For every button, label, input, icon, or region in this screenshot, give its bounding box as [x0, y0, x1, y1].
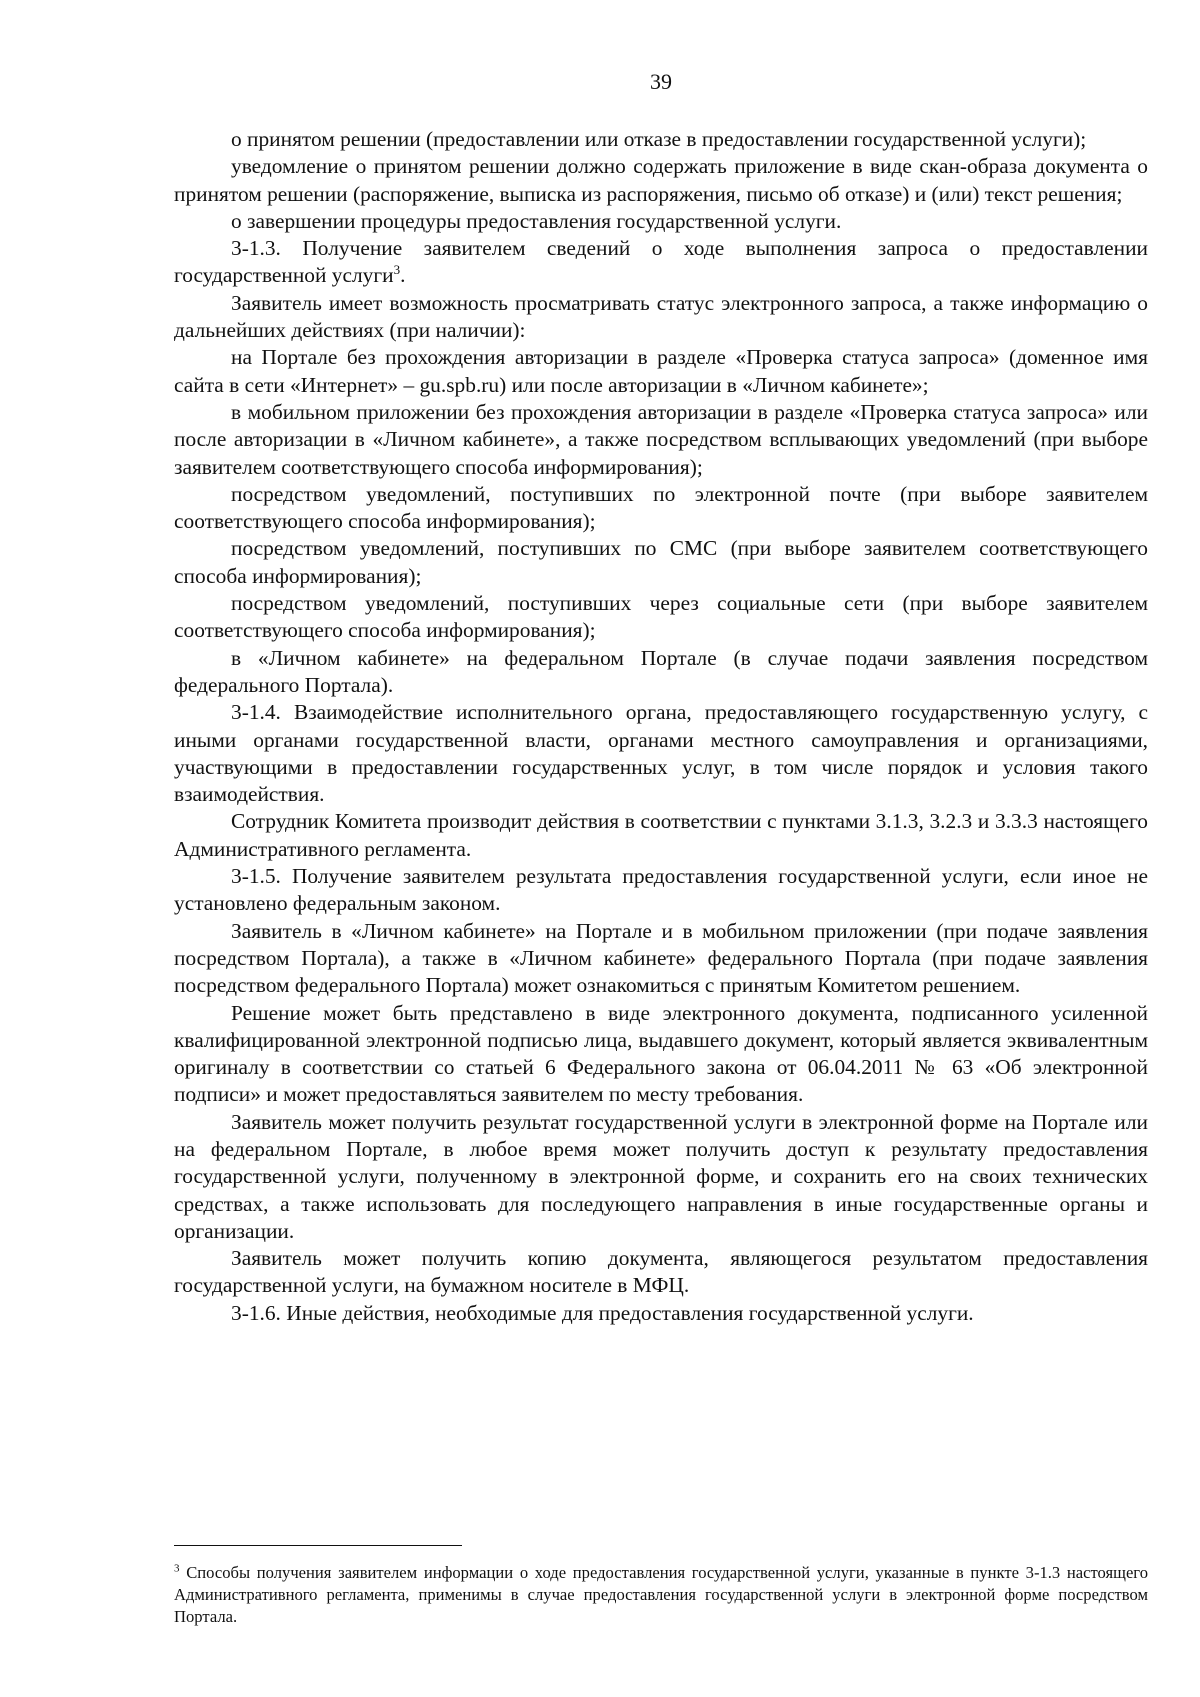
paragraph: Заявитель может получить копию документа, являющегося результатом предоставления государственной услуги, на бумажном носителе в МФЦ.: [174, 1246, 1148, 1298]
section-3-1-6-paragraph: 3-1.6. Иные действия, необходимые для предоставления государственной услуги.: [231, 1300, 974, 1325]
footnote: [174, 1562, 1148, 1628]
paragraph: посредством уведомлений, поступивших по СМС (при выборе заявителем соответствующего способа информирования);: [174, 536, 1148, 588]
paragraph: Решение может быть представлено в виде электронного документа, подписанного усиленной квалифицированной электронной подписью лица, выдавшего документ, который является эквивалентным оригиналу в соответствии со статьей 6 Федерального закона от 06.04.2011 № 63 «Об электронной подписи» и может предоставляться заявителем по месту требования.: [174, 1000, 1148, 1107]
paragraph: на Портале без прохождения авторизации в разделе «Проверка статуса запроса» (доменное имя сайта в сети «Интернет» – gu.spb.ru) или после авторизации в «Личном кабинете»;: [174, 345, 1148, 397]
paragraph: о завершении процедуры предоставления государственной услуги.: [231, 208, 842, 233]
footnote-text: Способы получения заявителем информации о ходе предоставления государственной услуги, указанные в пункте 3-1.3 настоящего Административного регламента, применимы в случае предоставления государственной услуги в электронной форме посредством Портала.: [174, 1563, 1148, 1626]
paragraph: о принятом решении (предоставлении или отказе в предоставлении государственной услуги);: [231, 127, 1087, 151]
paragraph: в мобильном приложении без прохождения авторизации в разделе «Проверка статуса запроса» или после авторизации в «Личном кабинете», а также посредством всплывающих уведомлений (при выборе заявителем соответствующего способа информирования);: [174, 399, 1148, 479]
paragraph: Заявитель имеет возможность просматривать статус электронного запроса, а также информацию о дальнейших действиях (при наличии):: [174, 290, 1148, 343]
section-3-1-5-paragraph: 3-1.5. Получение заявителем результата предоставления государственной услуги, если иное не установлено федеральным законом.: [174, 864, 1148, 916]
paragraph: Заявитель может получить результат государственной услуги в электронной форме на Портале или на федеральном Портале, в любое время может получить доступ к результату предоставления государственной услуги, полученному в электронной форме, и сохранить его на своих технических средствах, а также использовать для последующего направления в иные государственные органы и организации.: [174, 1109, 1148, 1243]
section-3-1-3-heading: [174, 235, 1148, 290]
footnote-reference: 3: [393, 262, 401, 278]
paragraph: Сотрудник Комитета производит действия в соответствии с пунктами 3.1.3, 3.2.3 и 3.3.3 настоящего Административного регламента.: [174, 809, 1148, 861]
paragraph: уведомление о принятом решении должно содержать приложение в виде скан-образа документа о принятом решении (распоряжение, выписка из распоряжения, письмо об отказе) и (или) текст решения;: [174, 154, 1148, 206]
document-body: [174, 126, 1148, 1327]
footnote-divider: [174, 1545, 462, 1546]
document-page: [174, 0, 1148, 1697]
section-3-1-3-end: .: [400, 263, 406, 288]
page-number: 39: [650, 69, 672, 94]
footnote-mark: 3: [174, 1562, 180, 1575]
paragraph: посредством уведомлений, поступивших по электронной почте (при выборе заявителем соответствующего способа информирования);: [174, 481, 1148, 534]
paragraph: посредством уведомлений, поступивших через социальные сети (при выборе заявителем соответствующего способа информирования);: [174, 591, 1148, 643]
paragraph: в «Личном кабинете» на федеральном Портале (в случае подачи заявления посредством федерального Портала).: [174, 645, 1148, 697]
section-3-1-3-text: 3-1.3. Получение заявителем сведений о ходе выполнения запроса о предоставлении государственной услуги: [174, 236, 1148, 288]
section-3-1-4-paragraph: 3-1.4. Взаимодействие исполнительного органа, предоставляющего государственную услугу, с иными органами государственной власти, органами местного самоуправления и организациями, участвующими в предоставлении государственных услуг, в том числе порядок и условия такого взаимодействия.: [174, 700, 1148, 807]
paragraph: Заявитель в «Личном кабинете» на Портале и в мобильном приложении (при подаче заявления посредством Портала), а также в «Личном кабинете» федерального Портала (при подаче заявления посредством федерального Портала) может ознакомиться с принятым Комитетом решением.: [174, 918, 1148, 998]
